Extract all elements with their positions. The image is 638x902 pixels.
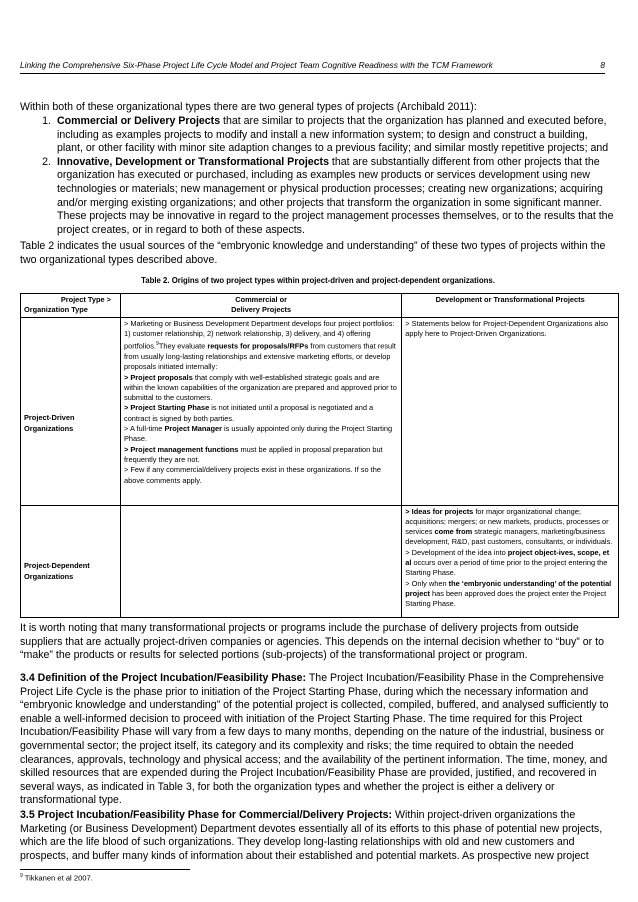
section-3-5-text: Within project-driven organizations the Marketing (or Business Development) Department devotes essentially all of its efforts to this phase of potential new projects, which are the life blood of such organizations. They develop long-lasting relationships with old and new customers and prospects, and buffer many kinds of information about their established and potential markets. As prospective new project — [20, 809, 603, 862]
cell-bold-text: Project management functions — [130, 444, 239, 454]
list-item-text: that are substantially different from other projects that the organization has executed or purchased, including as examples new products or services development using new technologies or materials; new management or physical production processes; creating new organizations; acquiring and/or merging existing organizations; and other projects that transform the organization in some significant manner. These projects may be innovative in regard to the project management processes themselves, or to the results that the project creates, or in regard to both of these aspects. — [57, 155, 614, 236]
table-caption: Table 2. Origins of two project types within project-driven and project-dependent organizations. — [141, 276, 495, 285]
cell-text: must be applied in proposal preparation but frequently they are not. — [124, 444, 383, 464]
row-label-project-driven — [21, 317, 121, 505]
cell-text: > — [124, 444, 131, 454]
cell-text: is usually appointed only during the Project Starting Phase. — [124, 424, 393, 444]
list-item — [20, 115, 616, 156]
cell-bold-text: requests for proposals/RFPs — [207, 341, 309, 351]
cell-text: is not initiated until a proposal is negotiated and a contract is signed by both parties. — [124, 403, 374, 423]
section-3-5-heading: 3.5 Project Incubation/Feasibility Phase for Commercial/Delivery Projects: — [20, 809, 393, 821]
cell-bold-text: projects — [444, 506, 474, 516]
section-3-4-text: The Project Incubation/Feasibility Phase in the Comprehensive Project Life Cycle is the phase prior to initiation of the Project Starting Phase, during which the necessary information and “embryonic knowledge and understanding” of the potential project is collected, compiled, buffered, and analysed sufficiently to enable a well-informed decision to proceed with initiation of the Project Starting Phase. The time required for this Project Incubation/Feasibility Phase will vary from a few days to many months, depending on the nature of the industrial, business or governmental sector; the project itself, its category and its complexity and risks; the time required to obtain the needed clearances, approvals, technology and physical access; and the availability of the pertinent information. The time, money, and skilled resources that are expended during the Project Incubation/Feasibility Phase are provided, justified, and recovered in several ways, as indicated in Table 3, for both the organization types and whether the project is either a delivery or transformational type. — [20, 672, 609, 807]
intro-paragraph: Within both of these organizational types there are two general types of projects (Archibald 2011): — [20, 101, 477, 113]
cell-text: > Marketing or Business Development Department develops four project portfolios: 1) customer relationship, 2) network relationship, 3) delivery, and 4) offering portfolios. — [124, 318, 395, 351]
table-row — [21, 317, 619, 505]
cell-development-project-dependent — [402, 505, 619, 617]
list-item — [20, 156, 616, 238]
cell-text: for major organizational change; acquisitions; mergers; or new markets, products, processes or services — [405, 506, 609, 537]
origins-table — [20, 293, 619, 618]
cell-text: > Ideas for — [405, 506, 445, 516]
list-item-text: that are similar to projects that the organization has planned and executed before, including as examples projects to modify and install a new information system; to design and construct a building, plant, or other facility with minor site adaption changes to a previous facility; and similar mostly repetitive projects; and — [57, 115, 609, 155]
list-number: 2. — [42, 155, 51, 168]
row-label-line1: Project-Dependent — [24, 561, 90, 571]
page-number: 8 — [600, 60, 605, 70]
cell-text: that comply with well-established strategic goals and are within the known capabilities of the organization are prepared and approved prior to submittal to the customers. — [124, 372, 397, 403]
footnote — [20, 873, 93, 883]
footnote-ref: 9 — [156, 341, 159, 348]
cell-bold-text: Project proposals — [130, 372, 193, 382]
cell-text: has been approved does the project enter the Project Starting Phase. — [405, 588, 607, 609]
running-header — [20, 60, 605, 74]
row-label-line2: Organizations — [24, 423, 74, 433]
worth-noting-paragraph: It is worth noting that many transformational projects or programs include the purchase of delivery projects from outside suppliers that are actually project-driven companies or agencies. This depends on the internal decision whether to “buy” or to “make” the products or results for selected portions (sub-projects) of the transformational project or program. — [20, 622, 604, 662]
cell-bold-text: the ‘embryonic understanding’ of the potential project — [405, 578, 612, 598]
cell-commercial-project-driven — [121, 317, 402, 505]
cell-bold-text: come from — [434, 527, 473, 537]
header-type-line1: Project Type > — [60, 295, 111, 304]
cell-text: from customers that result from usually long-lasting relationships and extensive marketing efforts, or develop proposals initiated internally: — [124, 341, 396, 372]
cell-text: > A full-time — [124, 424, 165, 434]
header-cell-development: Development or Transformational Projects — [402, 294, 619, 318]
cell-text: > — [124, 403, 131, 413]
section-3-4-heading: 3.4 Definition of the Project Incubation/Feasibility Phase: — [20, 672, 307, 684]
cell-text: They evaluate — [158, 341, 208, 351]
cell-development-project-driven: > Statements below for Project-Dependent Organizations also apply here to Project-Driven Organizations. — [402, 317, 619, 505]
header-cell-commercial — [121, 294, 402, 318]
row-label-line2: Organizations — [24, 571, 74, 581]
cell-text: occurs over a period of time prior to the project entering the Starting Phase. — [405, 558, 608, 578]
project-types-list — [20, 115, 616, 237]
section-3-4-paragraph — [20, 672, 616, 808]
footnote-text: Tikkanen et al 2007. — [22, 873, 93, 883]
list-item-title: Innovative, Development or Transformational Projects — [57, 155, 329, 168]
header-type-line2: Organization Type — [24, 305, 88, 315]
footnote-rule — [20, 869, 190, 870]
table-row — [21, 505, 619, 617]
cell-text: strategic managers, marketing/business development, R&D, past customers, consultants, or individuals. — [405, 527, 613, 547]
header-commercial-line2: Delivery Projects — [231, 305, 292, 315]
row-label-line1: Project-Driven — [24, 413, 75, 423]
section-3-5-paragraph — [20, 809, 616, 863]
cell-commercial-project-dependent — [121, 505, 402, 617]
header-commercial-line1: Commercial or — [235, 295, 288, 304]
row-label-project-dependent — [21, 505, 121, 617]
list-number: 1. — [42, 115, 51, 127]
cell-text: > — [124, 372, 131, 382]
table-header-row — [21, 294, 619, 318]
cell-text: > Only when — [405, 578, 449, 588]
list-item-title: Commercial or Delivery Projects — [57, 115, 221, 127]
running-title: Linking the Comprehensive Six-Phase Project Life Cycle Model and Project Team Cognitive Readiness with the TCM Framework — [20, 60, 493, 70]
cell-bold-text: Project Manager — [164, 424, 222, 434]
header-cell-type — [21, 294, 121, 318]
cell-bold-text: Project Starting Phase — [130, 403, 210, 413]
cell-bold-text: project object-ives, scope, et al — [405, 547, 610, 568]
table-intro-paragraph: Table 2 indicates the usual sources of the “embryonic knowledge and understanding” of these two types of projects within the two organizational types described above. — [20, 240, 606, 266]
cell-text: > Development of the idea into — [405, 547, 508, 557]
cell-text: > Few if any commercial/delivery projects exist in these organizations. If so the above comments apply. — [124, 465, 381, 485]
footnote-mark: 9 — [20, 873, 23, 879]
